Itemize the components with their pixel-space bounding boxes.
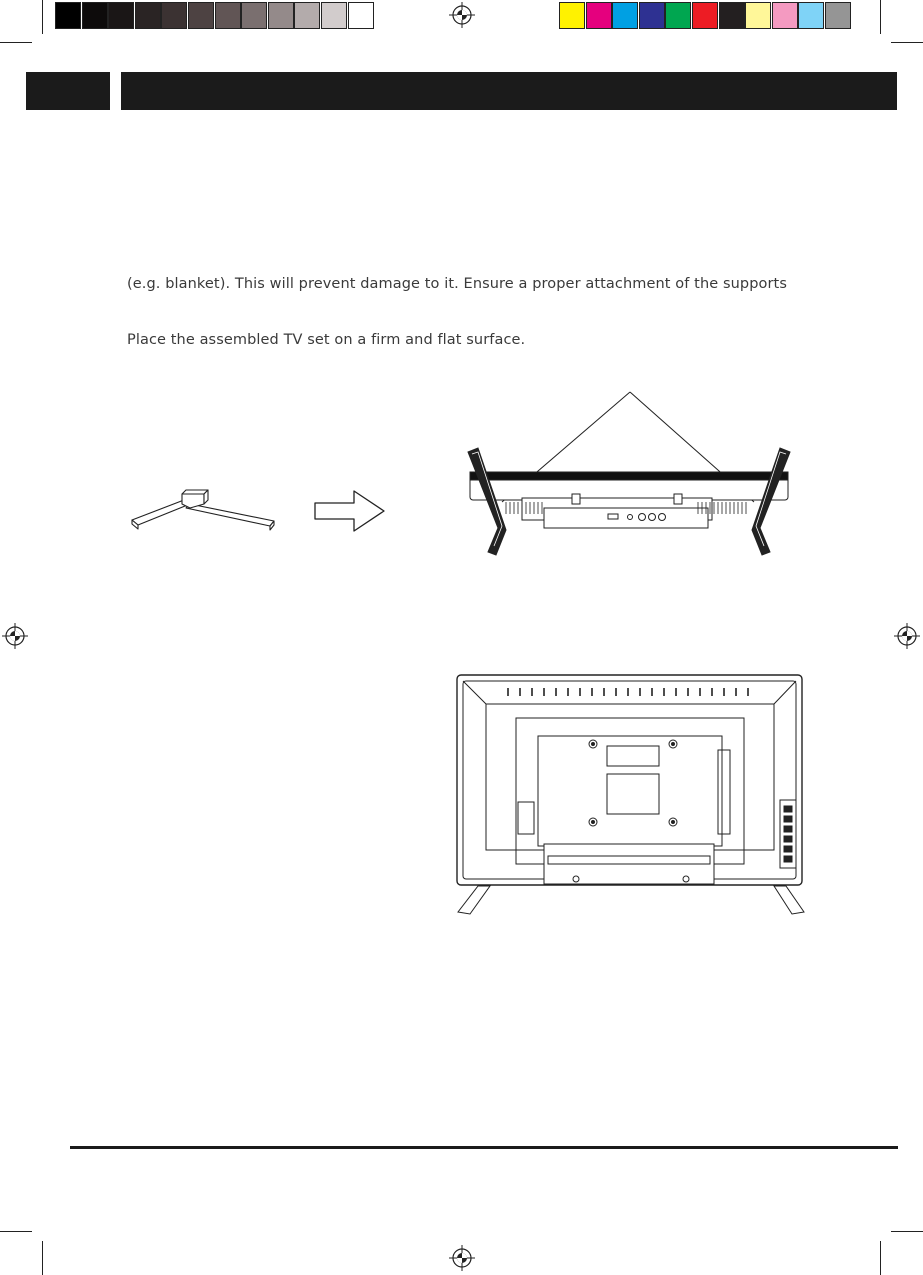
crop-mark-bottom-right-h [891,1231,923,1232]
process-color-swatch [798,2,824,29]
tv-rear-view-with-stands [456,674,806,916]
registration-mark-icon [449,1245,475,1271]
grayscale-swatch [135,2,161,29]
crop-mark-bottom-left-v [42,1241,43,1275]
process-color-swatch [639,2,665,29]
tv-stand-leg-icon [128,490,278,535]
tv-bottom-view-with-stands [462,390,796,560]
process-color-swatch [719,2,745,29]
process-color-swatch [692,2,718,29]
grayscale-swatch [268,2,294,29]
process-color-swatch [772,2,798,29]
grayscale-swatch [241,2,267,29]
crop-mark-top-left-v [42,0,43,34]
crop-mark-bottom-right-v [880,1241,881,1275]
crop-mark-bottom-left-h [0,1231,32,1232]
section-number-block [26,72,110,110]
grayscale-swatch [108,2,134,29]
crop-mark-top-right-h [891,42,923,43]
section-title-bar [121,72,897,110]
right-arrow-icon [314,490,386,532]
grayscale-color-bar [55,0,365,32]
crop-mark-top-left-h [0,42,32,43]
process-color-swatch [665,2,691,29]
registration-mark-icon [449,2,475,28]
registration-mark-icon [894,623,920,649]
grayscale-swatch [294,2,320,29]
crop-mark-top-right-v [880,0,881,34]
process-color-swatch [586,2,612,29]
process-color-swatch [559,2,585,29]
grayscale-swatch [215,2,241,29]
grayscale-swatch [188,2,214,29]
grayscale-swatch [161,2,187,29]
paragraph-blanket: (e.g. blanket). This will prevent damage to it. Ensure a proper attachment of the supports [127,276,787,292]
grayscale-swatch [82,2,108,29]
registration-mark-icon [2,623,28,649]
paragraph-place-tv: Place the assembled TV set on a firm and flat surface. [127,332,526,348]
process-color-swatch [612,2,638,29]
grayscale-swatch [321,2,347,29]
process-color-bar [559,0,869,32]
footer-rule [70,1146,898,1149]
grayscale-swatch [55,2,81,29]
process-color-swatch [825,2,851,29]
process-color-swatch [745,2,771,29]
grayscale-swatch [348,2,374,29]
